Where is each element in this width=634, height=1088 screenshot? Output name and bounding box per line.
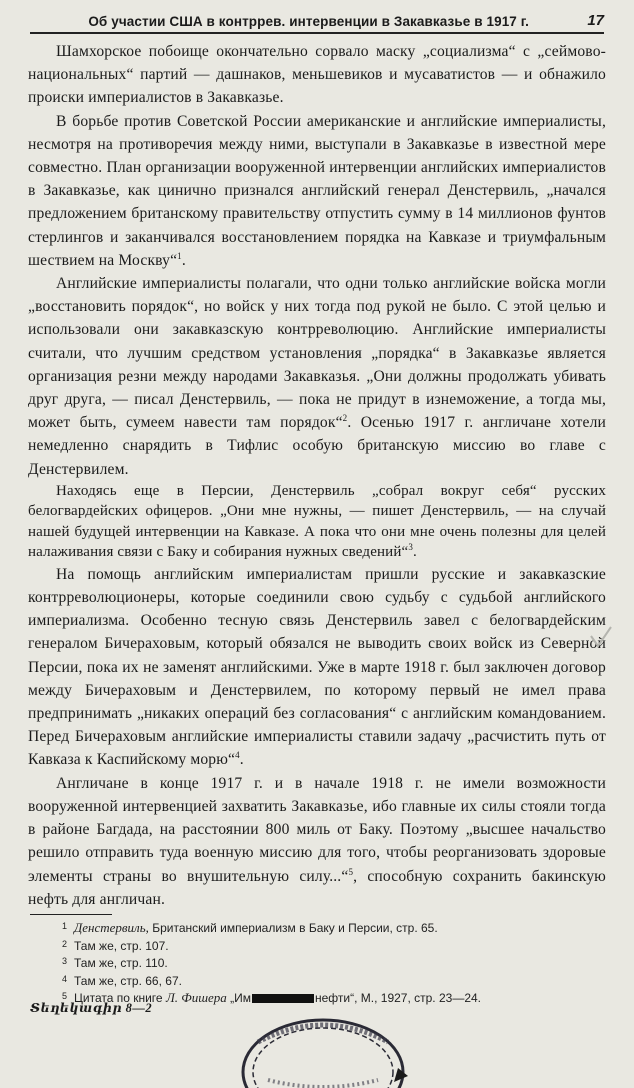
running-head [30,10,604,34]
footnote-ref: 1 [177,250,182,261]
footnote: 4 Там же, стр. 66, 67. [62,973,182,988]
paragraph: Находясь еще в Персии, Денстервиль „собрал вокруг себя“ русских белогвардейских офицеров. „Они мне нужны, — пишет Денстервиль, — на случай нашей будущей интервенции на Кавказе. А пока что они мне очень полезны для целей налаживания связи с Баку и собирания нужных сведений“$^3$. [28,482,606,561]
library-stamp [228,1010,418,1088]
footnote-rule [30,914,112,915]
footnote-ref: 4 [235,750,240,761]
paragraph: На помощь английским империалистам пришли русские и закавказские контрреволюционеры, которые соединили свою судьбу с судьбой английского империализма. Особенно тесную связь Денстервиль завел с белогвардейским генералом Бичераховым, который обязался не выводить своих войск из Северной Персии, пока их не заменят английскими. Уже в марте 1918 г. был заключен договор между Бичераховым и Денстервилем, по которому первый не имел права предпринимать „никаких операций без согласования“ с английским командованием. Перед Бичераховым английские империалисты ставили задачу „расчистить путь от Кавказа к Каспийскому морю“$^4$. [28,565,606,769]
footnote: 1 Денстервиль, Британский империализм в Баку и Персии, стр. 65. [62,920,438,935]
body-text [28,40,606,911]
signature-mark: Տեղեկագիր 8—2 [30,1001,153,1015]
paragraph: Английские империалисты полагали, что одни только английские войска могли „восстановить порядок“, но войск у них тогда под рукой не было. С этой целью и использовали они закавказскую контрреволюцию. Английские империалисты считали, что лучшим средством установления „порядка“ в Закавказье является организация резни между народами Закавказья. „Они должны продолжать убивать друг друга, — писал Денстервиль, — пока не придут в изнеможение, а тогда мы, может быть, сумеем навести там порядок“$^2$. Осенью 1917 г. англичане хотели немедленно снарядить в Тифлис особую британскую миссию во главе с Денстервилем. [28,275,606,478]
footnote: 5 Цитата по книге Л. Фишера „Им нефти“, М., 1927, стр. 23—24. [62,990,482,1006]
pencil-checkmark-icon [589,624,613,652]
footnote: 3 Там же, стр. 110. [62,956,168,971]
footnotes [62,919,602,1007]
footnote-ref: 5 [348,866,354,877]
page-number: 17 [587,12,604,29]
paragraph: Шамхорское побоище окончательно сорвало маску „социализма“ с „сеймово-национальных“ партий — дашнаков, меньшевиков и мусаватистов — и обнажило происки империалистов в Закавказье. [28,43,606,107]
running-title: Об участии США в контррев. интервенции в Закавказье в 1917 г. [88,14,529,29]
redaction-mark [252,994,314,1003]
paragraph: Англичане в конце 1917 г. и в начале 1918 г. не имели возможности вооруженной интервенцией захватить Закавказье, ибо главные их силы стояли тогда в районе Багдада, на расстоянии 800 миль от Баку. Поэтому „высшее начальство решило отправить туда военную миссию для того, чтобы реорганизовать здоровые элементы страны во внушительную силу...“$^5$, способную сохранить бакинскую нефть для англичан. [28,774,606,908]
paragraph: В борьбе против Советской России американские и английские империалисты, несмотря на противоречия между ними, выступали в Закавказье в известной мере совместно. План организации вооруженной интервенции английских империалистов в Закавказье, как цинично признался английский генерал Денстервиль, „начался предложением британскому правительству отпустить сумму в 14 миллионов фунтов стерлингов и заканчивался восстановлением порядка на Кавказе и триумфальным шествием на Москву“$^1$. [28,112,606,269]
footnote: 2 Там же, стр. 107. [62,938,169,953]
footnote-ref: 2 [342,413,348,424]
footnote-ref: 3 [408,542,413,553]
